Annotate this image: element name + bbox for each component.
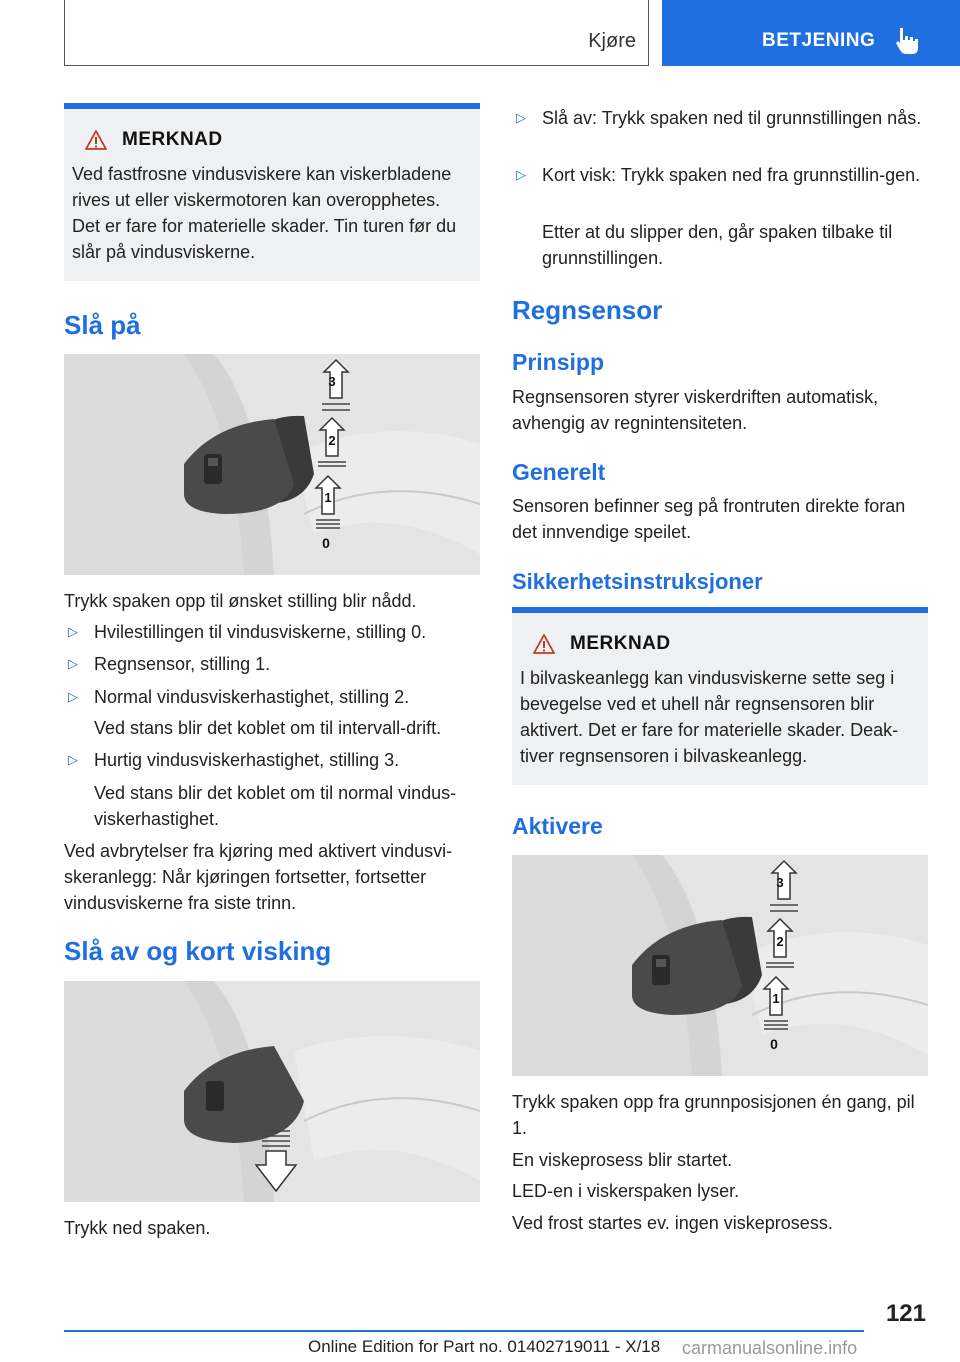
bullet-triangle-icon: ▷ [68, 689, 78, 704]
fig1-label-0: 0 [322, 535, 330, 551]
bullet-triangle-icon: ▷ [516, 110, 526, 125]
footer-edition: Online Edition for Part no. 01402719011 - X/18 [308, 1337, 661, 1356]
bullet-triangle-icon: ▷ [68, 656, 78, 671]
watermark: carmanualsonline.info [682, 1338, 858, 1358]
bullet-stilling-3 [64, 747, 480, 773]
heading-regnsensor: Regnsensor [512, 295, 663, 325]
heading-generelt: Generelt [512, 459, 606, 485]
note-text: I bilvaskeanlegg kan vindusviskerne sette seg i bevegelse ved et uhell når regnsensoren blir aktivert. Det er fare for materielle skader. Deak-tiver regnsensoren i bilvaskeanlegg. [520, 668, 899, 766]
fig3-label-1: 1 [772, 991, 780, 1006]
warning-triangle-icon [532, 633, 556, 655]
bullet-sla-av [512, 105, 928, 131]
footer-divider [64, 1330, 864, 1332]
heading-aktivere: Aktivere [512, 813, 603, 839]
figure-lever-up [64, 354, 480, 575]
bullet-triangle-icon: ▷ [516, 167, 526, 182]
warning-note [64, 103, 480, 281]
heading-sla-pa: Slå på [64, 310, 141, 340]
bullet-kort-visk [512, 162, 928, 188]
paragraph-aktivere-4: Ved frost startes ev. ingen viskeprosess. [512, 1213, 833, 1233]
fig1-label-3: 3 [328, 374, 336, 389]
warning-note [512, 607, 928, 785]
sub-etter: Etter at du slipper den, går spaken tilbake til grunnstillingen. [542, 222, 893, 268]
header-chapter-box [662, 0, 960, 66]
bullet-text: Hurtig vindusviskerhastighet, stilling 3. [94, 750, 400, 770]
heading-sikkerhet: Sikkerhetsinstruksjoner [512, 569, 763, 594]
header-chapter-label: BETJENING [762, 30, 876, 51]
hand-pointer-icon [894, 26, 920, 56]
bullet-stilling-2 [64, 684, 480, 710]
fig1-label-1: 1 [324, 490, 332, 505]
sub-normal: Ved stans blir det koblet om til normal vindus-viskerhastighet. [94, 783, 457, 829]
fig3-label-3: 3 [776, 875, 784, 890]
warning-triangle-icon [84, 129, 108, 151]
paragraph-avbrytelser: Ved avbrytelser fra kjøring med aktivert vindusvi-skeranlegg: Når kjøringen fortsetter, fortsetter vindusviskerne fra siste trinn. [64, 841, 453, 913]
paragraph-lever-down: Trykk ned spaken. [64, 1218, 211, 1238]
fig3-label-2: 2 [776, 934, 784, 949]
header-section-label: Kjøre [588, 30, 636, 52]
sub-intervall: Ved stans blir det koblet om til intervall-drift. [94, 718, 442, 738]
paragraph-prinsipp: Regnsensoren styrer viskerdriften automatisk, avhengig av regnintensiteten. [512, 387, 879, 433]
fig3-label-0: 0 [770, 1036, 778, 1052]
bullet-text: Normal vindusviskerhastighet, stilling 2. [94, 687, 410, 707]
paragraph-aktivere-3: LED-en i viskerspaken lyser. [512, 1181, 740, 1201]
bullet-stilling-0 [64, 619, 480, 645]
bullet-text: Regnsensor, stilling 1. [94, 654, 271, 674]
note-title: MERKNAD [122, 129, 223, 150]
page-number: 121 [885, 1300, 926, 1327]
fig1-label-2: 2 [328, 433, 336, 448]
bullet-triangle-icon: ▷ [68, 624, 78, 639]
figure-lever-down [64, 981, 480, 1202]
bullet-text: Hvilestillingen til vindusviskerne, stilling 0. [94, 622, 427, 642]
bullet-triangle-icon: ▷ [68, 752, 78, 767]
paragraph-generelt: Sensoren befinner seg på frontruten direkte foran det innvendige speilet. [512, 496, 906, 542]
heading-sla-av: Slå av og kort visking [64, 936, 332, 966]
paragraph-aktivere-1: Trykk spaken opp fra grunnposisjonen én gang, pil 1. [512, 1092, 915, 1138]
bullet-text: Kort visk: Trykk spaken ned fra grunnstillin-gen. [542, 165, 921, 185]
figure-lever-activate [512, 855, 928, 1076]
paragraph-aktivere-2: En viskeprosess blir startet. [512, 1150, 733, 1170]
heading-prinsipp: Prinsipp [512, 349, 605, 375]
bullet-text: Slå av: Trykk spaken ned til grunnstillingen nås. [542, 108, 922, 128]
note-title: MERKNAD [570, 633, 671, 654]
header-section-box [64, 0, 649, 66]
bullet-stilling-1 [64, 651, 480, 677]
note-text: Ved fastfrosne vindusviskere kan viskerbladene rives ut eller viskermotoren kan overopphetes. Det er fare for materielle skader. Tin turen før du slår på vindusviskerne. [72, 164, 457, 262]
paragraph-lever-up: Trykk spaken opp til ønsket stilling blir nådd. [64, 591, 417, 611]
